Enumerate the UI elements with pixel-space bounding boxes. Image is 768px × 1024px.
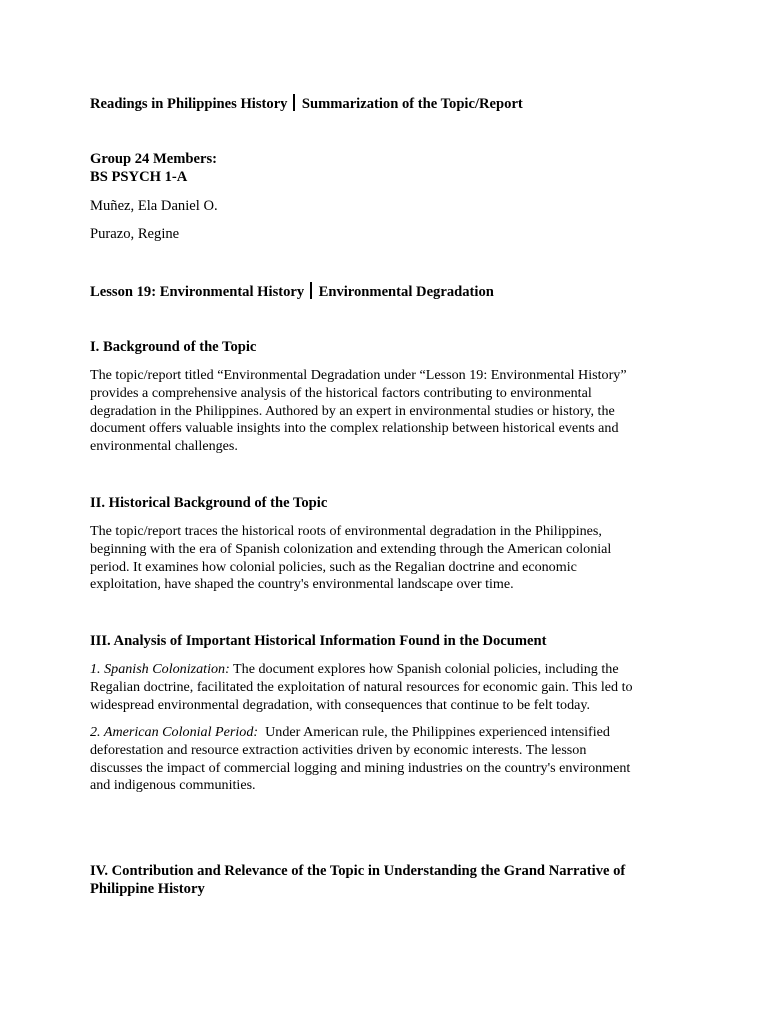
group-title: Group 24 Members: <box>90 151 218 167</box>
group-section: BS PSYCH 1-A <box>90 169 188 185</box>
analysis-item-2 <box>90 724 680 795</box>
paragraph-line <box>90 724 680 742</box>
paragraph-line: Regalian doctrine, facilitated the exploitation of natural resources for economic gain. This led to <box>90 678 633 695</box>
paragraph-line: The topic/report traces the historical roots of environmental degradation in the Philippines, <box>90 523 602 539</box>
paragraph-line: environmental challenges. <box>90 438 238 455</box>
item-text: Under American rule, the Philippines experienced intensified <box>258 724 610 740</box>
section-heading: II. Historical Background of the Topic <box>90 495 328 511</box>
item-label: 1. Spanish Colonization: <box>90 661 230 677</box>
paragraph-line: period. It examines how colonial policies, such as the Regalian doctrine and economic <box>90 558 577 575</box>
paragraph-line: The topic/report titled “Environmental Degradation under “Lesson 19: Environmental History” <box>90 367 627 383</box>
section-heading: I. Background of the Topic <box>90 339 257 355</box>
paragraph-line: exploitation, have shaped the country's environmental landscape over time. <box>90 576 514 593</box>
paragraph-line: beginning with the era of Spanish colonization and extending through the American colonial <box>90 540 612 557</box>
doc-type: Summarization of the Topic/Report <box>301 96 523 112</box>
item-text: The document explores how Spanish colonial policies, including the <box>229 661 619 677</box>
paragraph-line: and indigenous communities. <box>90 777 256 794</box>
paragraph-line <box>90 661 680 679</box>
paragraph-line: provides a comprehensive analysis of the historical factors contributing to environmental <box>90 384 592 401</box>
heading-line: IV. Contribution and Relevance of the Topic in Understanding the Grand Narrative of <box>90 863 626 879</box>
section-heading: III. Analysis of Important Historical Information Found in the Document <box>90 633 547 649</box>
paragraph-line: deforestation and resource extraction activities driven by economic interests. The lesson <box>90 741 587 758</box>
heading-line: Philippine History <box>90 880 205 897</box>
section-body <box>90 367 680 456</box>
lesson-name: Lesson 19: Environmental History <box>90 284 305 300</box>
paragraph-line: discusses the impact of commercial logging and mining industries on the country's environment <box>90 759 631 776</box>
header-separator <box>293 94 294 111</box>
member-name: Muñez, Ela Daniel O. <box>90 198 218 214</box>
analysis-item-1 <box>90 661 680 714</box>
paragraph-line: degradation in the Philippines. Authored by an expert in environmental studies or history, the <box>90 402 615 419</box>
course-title: Readings in Philippines History <box>90 96 288 112</box>
lesson-title <box>90 282 680 302</box>
member-name: Purazo, Regine <box>90 226 180 242</box>
lesson-topic: Environmental Degradation <box>318 284 494 300</box>
document-header <box>90 94 680 114</box>
section-heading <box>90 863 680 899</box>
section-body <box>90 523 680 594</box>
lesson-separator <box>310 282 311 299</box>
paragraph-line: widespread environmental degradation, with consequences that continue to be felt today. <box>90 696 591 713</box>
item-label: 2. American Colonial Period: <box>90 724 259 740</box>
paragraph-line: document offers valuable insights into the complex relationship between historical events and <box>90 420 619 437</box>
